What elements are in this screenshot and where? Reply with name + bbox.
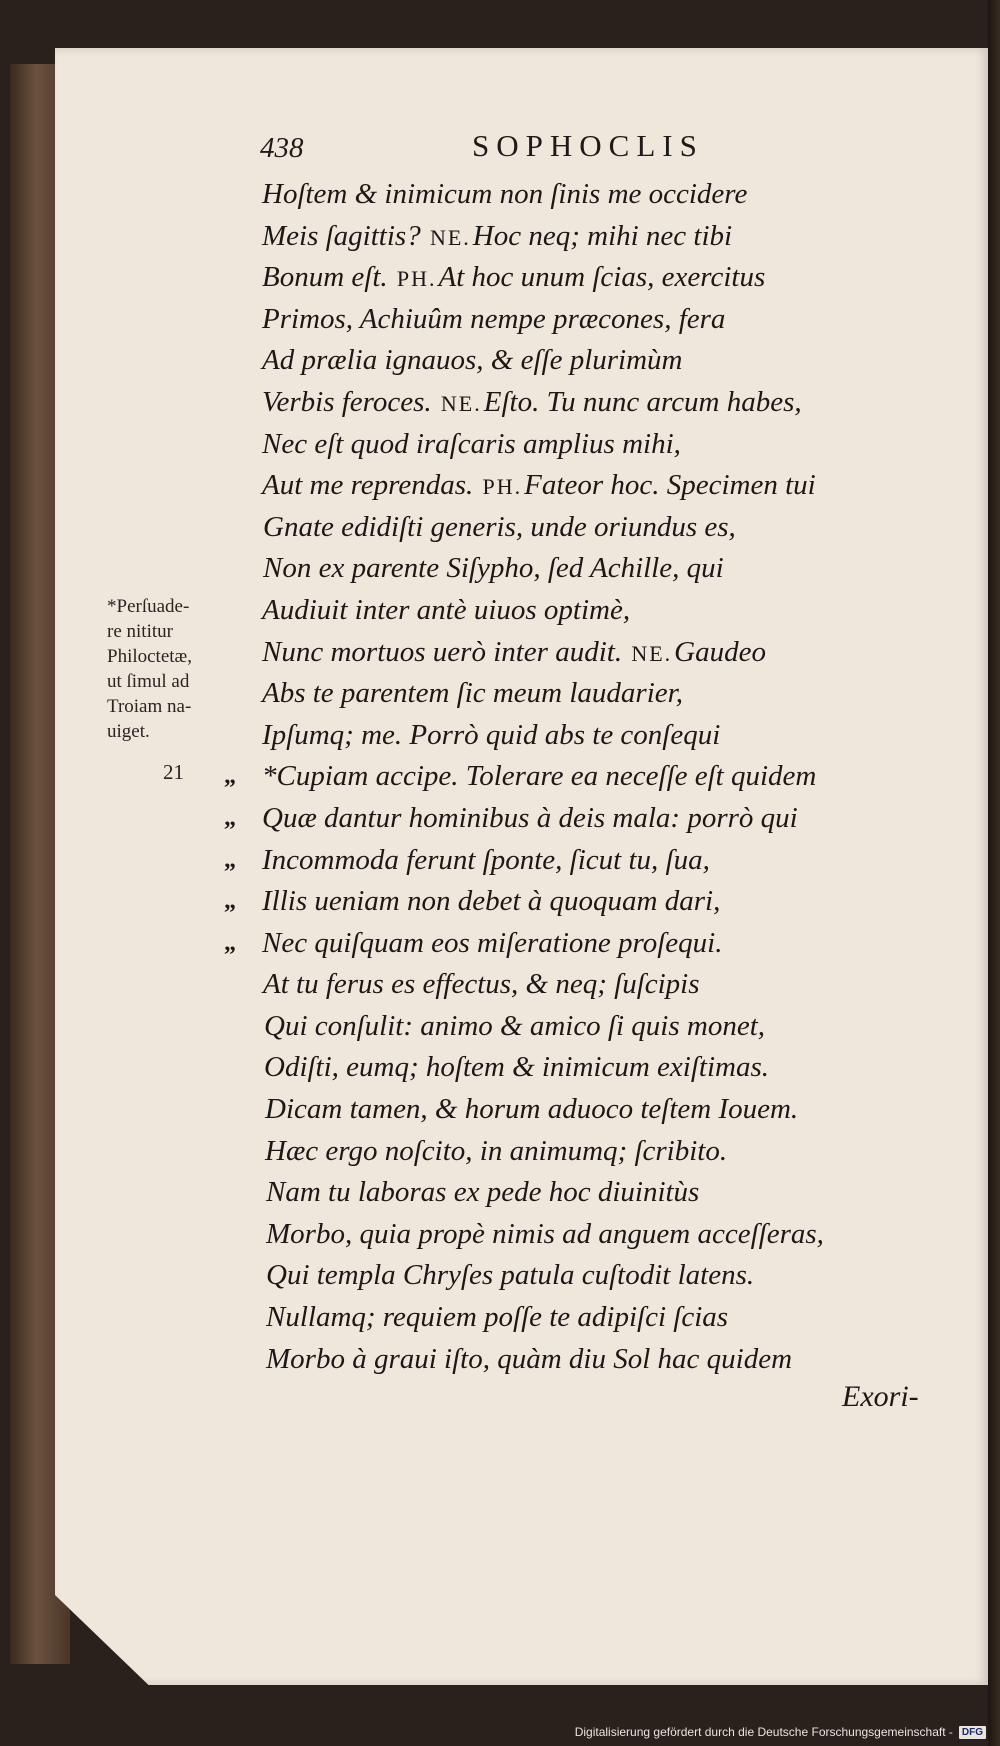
- verse-text: Nullamq; requiem poſſe te adipiſci ſcias: [266, 1301, 729, 1334]
- verse-line: [262, 1172, 882, 1214]
- verse-text: Ipſumq; me. Porrò quid abs te conſequi: [262, 718, 721, 751]
- verse-line: [262, 1255, 882, 1297]
- verse-text: Nec eſt quod iraſcaris amplius mihi,: [262, 427, 681, 460]
- verse-text: Ad prælia ignauos, & eſſe plurimùm: [262, 344, 683, 377]
- verse-line: [262, 257, 882, 299]
- speaker-label: NE.: [631, 640, 673, 666]
- verse-text: Nec quiſquam eos miſeratione proſequi.: [262, 926, 723, 959]
- margin-note-line: ut ſimul ad: [107, 671, 190, 692]
- verse-line: [262, 382, 882, 424]
- verse-line: [262, 1089, 882, 1131]
- verse-text: At hoc unum ſcias, exercitus: [438, 261, 766, 294]
- margin-note-line: Philoctetæ,: [107, 646, 192, 667]
- verse-text: Dicam tamen, & horum aduoco teſtem Iouem.: [265, 1093, 799, 1126]
- catchword: Exori-: [842, 1380, 919, 1413]
- dfg-logo: DFG: [959, 1726, 986, 1739]
- book-cover-edge: [988, 0, 1000, 1746]
- verse-line: [262, 340, 882, 382]
- verse-line: [262, 1214, 882, 1256]
- gnomic-quote-mark: „: [224, 929, 236, 956]
- verse-line: [262, 1131, 882, 1173]
- verse-text: Bonum eſt.: [262, 261, 395, 294]
- verse-line: [262, 673, 882, 715]
- verse-text: Odiſti, eumq; hoſtem & inimicum exiſtimas.: [264, 1051, 770, 1084]
- verse-text: Aut me reprendas.: [262, 469, 481, 502]
- verse-text: Qui conſulit: animo & amico ſi quis monet,: [264, 1009, 766, 1042]
- verse-text: Hoſtem & inimicum non ſinis me occidere: [262, 178, 748, 210]
- running-title: SOPHOCLIS: [472, 128, 704, 163]
- credit-text: Digitalisierung gefördert durch die Deutsche Forschungsgemeinschaft -: [574, 1725, 953, 1739]
- verse-line: [262, 715, 882, 757]
- verse-text: Eſto. Tu nunc arcum habes,: [483, 385, 802, 418]
- margin-note-line: re nititur: [107, 621, 173, 642]
- verse-text: Qui templa Chryſes patula cuſtodit latens.: [266, 1259, 755, 1292]
- running-head: [260, 122, 760, 172]
- margin-note-line: Troiam na-: [107, 696, 192, 717]
- gnomic-quote-mark: „: [224, 804, 236, 831]
- verse-line: [262, 507, 882, 549]
- verse-line: [262, 1006, 882, 1048]
- verse-line: [262, 216, 882, 258]
- verse-text: Meis ſagittis?: [262, 219, 428, 252]
- verse-line: [224, 923, 882, 965]
- verse-line: [224, 798, 882, 840]
- verse-line: [262, 174, 882, 216]
- gnomic-quote-mark: „: [224, 846, 236, 873]
- speaker-label: NE.: [429, 224, 471, 250]
- verse-text: *Cupiam accipe. Tolerare ea neceſſe eſt quidem: [262, 760, 817, 793]
- verse-text: Incommoda ferunt ſponte, ſicut tu, ſua,: [262, 843, 710, 876]
- verse-text: Abs te parentem ſic meum laudarier,: [262, 677, 683, 710]
- verse-text: At tu ferus es effectus, & neq; ſuſcipis: [263, 968, 700, 1001]
- verse-text: Audiuit inter antè uiuos optimè,: [262, 593, 631, 626]
- verse-line: [262, 1297, 882, 1339]
- verse-text: Nunc mortuos uerò inter audit.: [262, 635, 630, 668]
- verse-text: Verbis feroces.: [262, 385, 439, 418]
- verse-text: Hæc ergo noſcito, in animumq; ſcribito.: [265, 1134, 728, 1167]
- verse-text: Morbo à graui iſto, quàm diu Sol hac quidem: [266, 1342, 793, 1375]
- verse-line: [262, 590, 882, 632]
- verse-line: [262, 1047, 882, 1089]
- speaker-label: NE.: [440, 390, 482, 416]
- verse-text: Fateor hoc. Specimen tui: [524, 469, 816, 502]
- verse-text: Non ex parente Siſypho, ſed Achille, qui: [263, 552, 724, 585]
- verse-text: Nam tu laboras ex pede hoc diuinitùs: [266, 1176, 700, 1209]
- gnomic-quote-mark: „: [224, 763, 236, 790]
- verse-text: Quæ dantur hominibus à deis mala: porrò qui: [262, 801, 798, 834]
- verse-line: [262, 465, 882, 507]
- margin-note-line: uiget.: [107, 721, 150, 742]
- verse-line: [224, 840, 882, 882]
- verse-line: [224, 881, 882, 923]
- digitization-credit: [575, 1722, 986, 1742]
- verse-line: [262, 964, 882, 1006]
- verse-line: [224, 756, 882, 798]
- verse-text: Gnate edidiſti generis, unde oriundus es,: [263, 510, 736, 543]
- verse-line: [262, 424, 882, 466]
- line-number: 21: [163, 760, 184, 784]
- verse-text: Morbo, quia propè nimis ad anguem acceſſeras,: [266, 1217, 824, 1250]
- verse-text: Illis ueniam non debet à quoquam dari,: [262, 885, 721, 918]
- verse-line: [262, 548, 882, 590]
- verse-line: [262, 299, 882, 341]
- verse-line: [262, 632, 882, 674]
- verse-text-block: [224, 174, 882, 1380]
- margin-note-line: *Perſuade-: [107, 596, 190, 617]
- verse-text: Primos, Achiuûm nempe præcones, fera: [262, 302, 726, 335]
- speaker-label: PH.: [396, 266, 437, 292]
- verse-text: Hoc neq; mihi nec tibi: [472, 219, 733, 252]
- verse-text: Gaudeo: [674, 635, 766, 668]
- verse-line: [262, 1339, 882, 1381]
- page-number: 438: [260, 132, 304, 164]
- speaker-label: PH.: [482, 474, 523, 500]
- gnomic-quote-mark: „: [224, 888, 236, 915]
- margin-note: [107, 594, 257, 744]
